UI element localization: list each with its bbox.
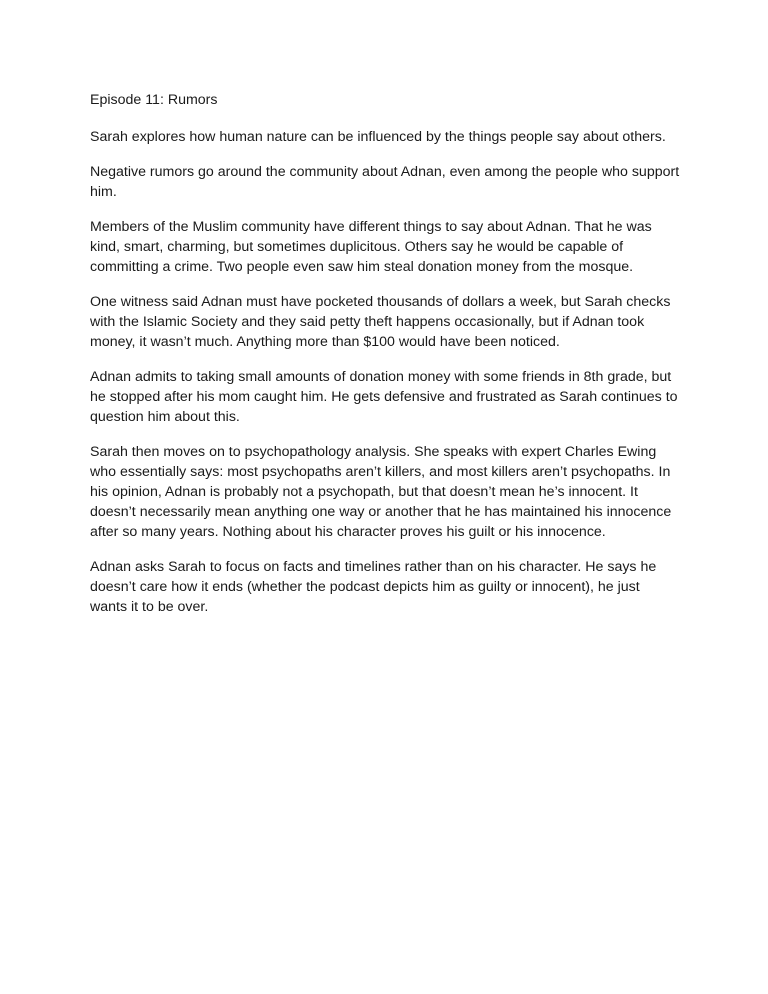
paragraph: Sarah explores how human nature can be influenced by the things people say about others. (90, 129, 666, 145)
paragraph: One witness said Adnan must have pocketed thousands of dollars a week, but Sarah checks with the Islamic Society and they said petty theft happens occasionally, but if Adnan took money, it wasn’t much. Anything more than $100 would have been noticed. (90, 294, 671, 350)
document-body (90, 90, 680, 632)
document-title: Episode 11: Rumors (90, 92, 218, 108)
paragraph: Members of the Muslim community have different things to say about Adnan. That he was kind, smart, charming, but sometimes duplicitous. Others say he would be capable of committing a crime. Two people even saw him steal donation money from the mosque. (90, 219, 652, 275)
paragraph: Negative rumors go around the community about Adnan, even among the people who support him. (90, 164, 680, 200)
paragraph: Adnan admits to taking small amounts of donation money with some friends in 8th grade, but he stopped after his mom caught him. He gets defensive and frustrated as Sarah continues to question him about this. (90, 369, 678, 425)
paragraph: Sarah then moves on to psychopathology analysis. She speaks with expert Charles Ewing who essentially says: most psychopaths aren’t killers, and most killers aren’t psychopaths. In his opinion, Adnan is probably not a psychopath, but that doesn’t mean he’s innocent. It doesn’t necessarily mean anything one way or another that he has maintained his innocence after so many years. Nothing about his character proves his guilt or his innocence. (90, 444, 672, 540)
paragraph: Adnan asks Sarah to focus on facts and timelines rather than on his character. He says he doesn’t care how it ends (whether the podcast depicts him as guilty or innocent), he just wants it to be over. (90, 559, 657, 615)
